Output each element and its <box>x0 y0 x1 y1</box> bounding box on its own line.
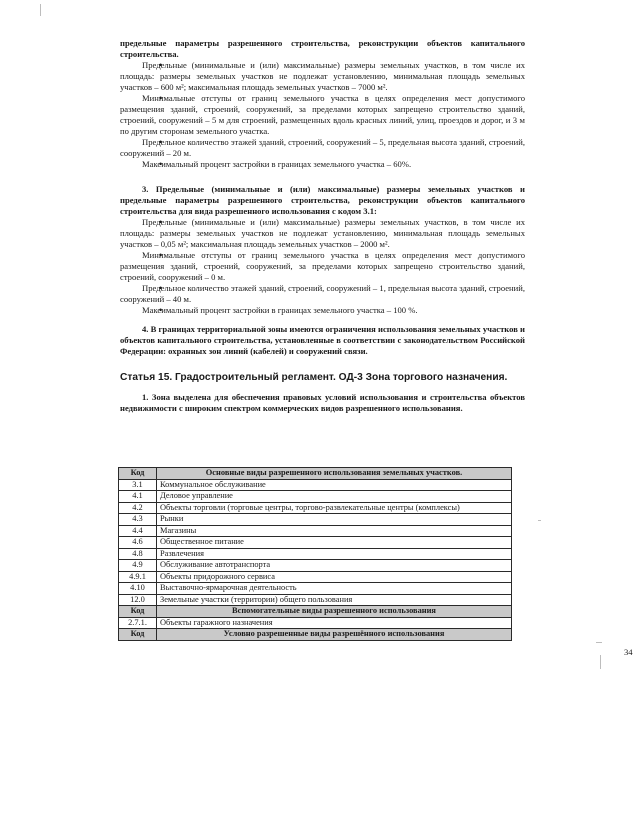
scan-artifact <box>600 655 601 669</box>
use-cell: Выставочно-ярмарочная деятельность <box>157 583 512 595</box>
bullet-item: • Предельное количество этажей зданий, строений, сооружений – 1, предельная высота зданий, строений, сооружений – 40 м. <box>120 283 525 305</box>
code-cell: 4.4 <box>119 525 157 537</box>
code-header: Код <box>119 629 157 641</box>
bullet-item: • Максимальный процент застройки в границах земельного участка – 100 %. <box>120 305 525 316</box>
table-row <box>119 583 512 595</box>
use-cell: Земельные участки (территории) общего пользования <box>157 594 512 606</box>
code-cell: 4.9.1 <box>119 571 157 583</box>
bullet-item: • Максимальный процент застройки в границах земельного участка – 60%. <box>120 159 525 170</box>
article-paragraph-1: 1. Зона выделена для обеспечения правовых условий использования и строительства объектов недвижимости с широким спектром коммерческих видов разрешенного использования. <box>120 392 525 413</box>
land-use-table <box>118 467 512 641</box>
conditional-uses-header: Условно разрешенные виды разрешённого использования <box>157 629 512 641</box>
table-row <box>119 479 512 491</box>
bullet-item: • Предельное количество этажей зданий, строений, сооружений – 5, предельная высота зданий, строений, сооружений – 20 м. <box>120 137 525 159</box>
code-cell: 4.1 <box>119 491 157 503</box>
use-cell: Общественное питание <box>157 537 512 549</box>
article-title: Статья 15. Градостроительный регламент. ОД-3 Зона торгового назначения. <box>120 372 508 383</box>
scan-artifact <box>538 520 541 521</box>
table-row <box>119 491 512 503</box>
table-row <box>119 560 512 572</box>
scan-artifact <box>40 4 41 16</box>
use-cell: Обслуживание автотранспорта <box>157 560 512 572</box>
code-cell: 4.2 <box>119 502 157 514</box>
table-row <box>119 525 512 537</box>
table-header-main <box>119 468 512 480</box>
use-cell: Объекты торговли (торговые центры, торгово-развлекательные центры (комплексы) <box>157 502 512 514</box>
table-header-auxiliary <box>119 606 512 618</box>
section-4-text: 4. В границах территориальной зоны имеются ограничения использования земельных участков и объектов капитального строительства, установленные в соответствии с законодательством Российской Федерации: охранных зон линий (кабелей) и сооружений связи. <box>120 324 525 356</box>
code-cell: 4.9 <box>119 560 157 572</box>
code-cell: 3.1 <box>119 479 157 491</box>
code-header: Код <box>119 468 157 480</box>
auxiliary-uses-header: Вспомогательные виды разрешенного использования <box>157 606 512 618</box>
bullet-item: • Предельные (минимальные и (или) максимальные) размеры земельных участков, в том числе их площадь: размеры земельных участков не подлежат установлению, минимальная площадь земельных участков – 0,05 м²; максимальная площадь земельных участков – 2000 м². <box>120 217 525 250</box>
main-uses-header: Основные виды разрешенного использования земельных участков. <box>157 468 512 480</box>
table-row <box>119 548 512 560</box>
bullet-item: • Минимальные отступы от границ земельного участка в целях определения мест допустимого размещения зданий, строений, сооружений, за пределами которых запрещено строительство зданий, строений, сооружений – 5 м для строений, размещенных вдоль красных линий, улиц, проездов и дорог, и 3 м по другим сторонам земельного участка. <box>120 93 525 137</box>
table-row <box>119 537 512 549</box>
code-cell: 4.10 <box>119 583 157 595</box>
use-cell: Деловое управление <box>157 491 512 503</box>
table-header-conditional <box>119 629 512 641</box>
bullet-item: • Предельные (минимальные и (или) максимальные) размеры земельных участков, в том числе их площадь: размеры земельных участков не подлежат установлению, минимальная площадь земельных участков – 600 м²; максимальная площадь земельных участков – 7000 м². <box>120 60 525 93</box>
code-header: Код <box>119 606 157 618</box>
use-cell: Объекты придорожного сервиса <box>157 571 512 583</box>
use-cell: Коммунальное обслуживание <box>157 479 512 491</box>
code-cell: 4.6 <box>119 537 157 549</box>
table-row <box>119 502 512 514</box>
code-cell: 4.8 <box>119 548 157 560</box>
code-cell: 4.3 <box>119 514 157 526</box>
bullet-item: • Минимальные отступы от границ земельного участка в целях определения мест допустимого размещения зданий, строений, сооружений, за пределами которых запрещено строительство зданий, строений, сооружений – 0 м. <box>120 250 525 283</box>
table-row <box>119 571 512 583</box>
use-cell: Магазины <box>157 525 512 537</box>
use-cell: Развлечения <box>157 548 512 560</box>
document-body <box>120 38 525 414</box>
use-cell: Объекты гаражного назначения <box>157 617 512 629</box>
code-cell: 12.0 <box>119 594 157 606</box>
page-number: 34 <box>624 647 633 657</box>
intro-heading-tail: предельные параметры разрешенного строительства, реконструкции объектов капитального строительства. <box>120 38 525 59</box>
table-row <box>119 617 512 629</box>
section-3-heading: 3. Предельные (минимальные и (или) максимальные) размеры земельных участков и предельные параметры разрешенного строительства, реконструкции объектов капитального строительства для вида разрешенного использования с кодом 3.1: <box>120 184 525 216</box>
table-row <box>119 594 512 606</box>
scan-artifact <box>596 642 602 643</box>
code-cell: 2.7.1. <box>119 617 157 629</box>
table-row <box>119 514 512 526</box>
use-cell: Рынки <box>157 514 512 526</box>
